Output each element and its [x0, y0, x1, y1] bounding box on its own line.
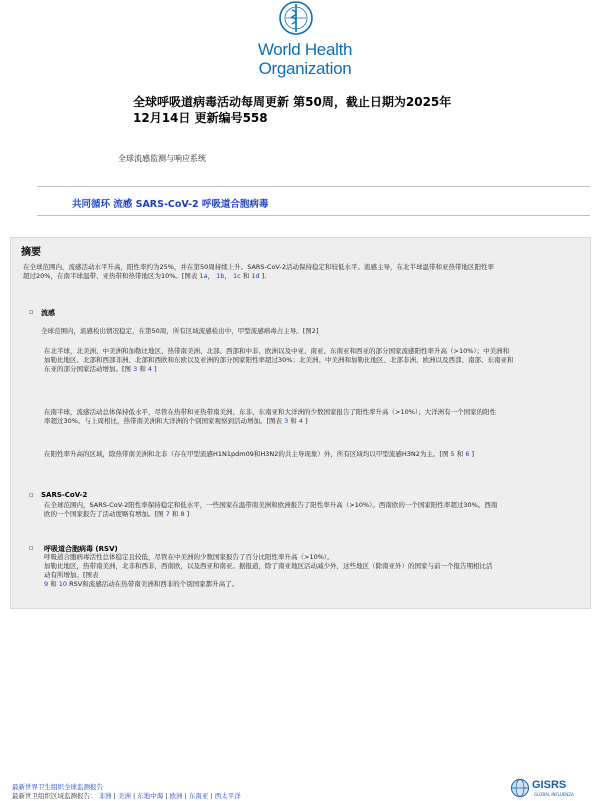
report-title	[133, 94, 493, 126]
bullet-icon: ▫	[29, 491, 34, 499]
figure-link-1c[interactable]: 1c	[233, 272, 241, 280]
who-name-line1: World Health	[257, 40, 353, 59]
region-link-wpro[interactable]: 西太平洋	[214, 792, 241, 800]
figure-link-7[interactable]: 7	[165, 510, 170, 518]
gisrs-name: GISRS	[532, 779, 567, 791]
region-link-africa[interactable]: 非洲	[98, 792, 112, 800]
figure-link-10[interactable]: 10	[58, 580, 68, 588]
flu-p2: 在北半球，北美洲、中美洲和加勒比地区、热带南美洲、北部、西部和中非、欧洲以及中亚、南亚、东南亚和西亚的部分国家流感阳性率升高（>10%）；中美洲和 加勒比地区、北部和西部非洲、北部和西欧和东欧以及亚洲的部分国家阳性率超过30%；北美洲、中美洲和加勒比地区、北部非洲、欧洲以及西部、南部、东南亚和 东亚的部分国家活动增加。[图 3 和 4 ]	[44, 347, 514, 373]
figure-link-5[interactable]: 5	[450, 450, 455, 458]
regional-reports: 最新世卫组织区域监测报告： 非洲 | 美洲 | 东地中海 | 欧洲 | 东南亚 | 西太平洋	[12, 792, 241, 800]
figure-link-1b[interactable]: 1b	[216, 272, 225, 280]
figure-link-1d[interactable]: 1d	[251, 272, 260, 280]
bullet-icon: ▫	[29, 308, 34, 316]
rsv-heading: 呼吸道合胞病毒 (RSV)	[44, 545, 118, 553]
bullet-icon: ▫	[29, 544, 34, 552]
summary-section	[10, 237, 591, 609]
figure-link-1a[interactable]: 1a	[199, 272, 208, 280]
region-link-europe[interactable]: 欧洲	[169, 792, 183, 800]
summary-intro-line1: 在全球范围内，流感活动水平升高，阳性率约为25%，并在第50周持续上升。SARS-CoV-2活动保持稳定和较低水平。流感主导，在北半球温带和亚热带地区阳性率	[23, 263, 494, 271]
report-title-line2: 12月14日 更新编号558	[133, 111, 268, 125]
flu-p4: 在阳性率升高的区域，除热带南美洲和北非（存在甲型流感H1N1pdm09和H3N2的共主导现象）外，所有区域均以甲型流感H3N2为主。[图 5 和 6 ]	[44, 450, 475, 458]
report-subtitle: 全球流感监测与响应系统	[118, 154, 206, 163]
region-link-emro[interactable]: 东地中海	[137, 792, 164, 800]
gisrs-logo	[510, 776, 590, 800]
footer	[12, 783, 241, 801]
rsv-text: 呼吸道合胞病毒活性总体稳定且较低，尽管在中美洲的少数国家报告了百分比阳性率升高（>10%）。 加勒比地区，热带南美洲，北非和西非，西南欧，以及西亚和南亚。据报道，除了南亚地区活动减少外，这些地区（除南亚外）的国家与前一个报告期相比活 动有所增加。[图表 9 和 10 RSV和流感活动在热带南美洲和西非的个别国家都升高了。	[44, 553, 493, 588]
figure-link-4[interactable]: 4	[147, 365, 153, 373]
globe-icon	[510, 778, 530, 798]
divider-bottom	[37, 215, 590, 216]
gisrs-subtitle: GLOBAL INFLUENZA	[534, 792, 574, 797]
flu-p3: 在南半球，流感活动总体保持低水平，尽管在热带和亚热带南美洲、东非、东南亚和大洋洲的少数国家报告了阳性率升高（>10%）；大洋洲有一个国家的阳性 率超过30%。与上周相比，热带南美洲和大洋洲的个别国家观察到活动增加。[图表 3 和 4 ]	[44, 408, 497, 425]
figure-link-4b[interactable]: 4	[298, 417, 303, 425]
figure-link-3[interactable]: 3	[133, 365, 138, 373]
virus-tabs[interactable]: 共同循环 流感 SARS-CoV-2 呼吸道合胞病毒	[72, 199, 269, 210]
who-logo	[250, 0, 360, 80]
who-emblem-icon	[278, 0, 314, 36]
figure-link-3b[interactable]: 3	[284, 417, 289, 425]
sars-heading: SARS-CoV-2	[41, 491, 88, 499]
flu-heading: 流感	[41, 309, 55, 317]
region-link-americas[interactable]: 美洲	[117, 792, 131, 800]
summary-intro	[23, 263, 583, 281]
region-link-searo[interactable]: 东南亚	[188, 792, 209, 800]
figure-link-9[interactable]: 9	[44, 580, 49, 588]
figure-link-8[interactable]: 8	[180, 510, 185, 518]
summary-heading: 摘要	[21, 247, 41, 258]
figure-link-6[interactable]: 6	[465, 450, 470, 458]
who-name-line2: Organization	[258, 59, 352, 78]
sars-text: 在全球范围内，SARS-CoV-2阳性率保持稳定和低水平，一些国家在温带南美洲和欧洲报告了阳性率升高（>10%）。西南欧的一个国家阳性率超过30%。西南 欧的一个国家报告了活动度略有增加。[图 7 和 8 ]	[44, 501, 498, 518]
divider-top	[37, 186, 590, 187]
report-title-line1: 全球呼吸道病毒活动每周更新 第50周，截止日期为2025年	[133, 95, 452, 109]
flu-p1: 全球范围内，流感检出情况稳定，在第50周，所有区域流感检出中，甲型流感病毒占主导。[图2]	[41, 327, 319, 335]
global-report-link[interactable]: 最新世界卫生组织全球监测报告	[12, 783, 103, 791]
summary-intro-line2: 超过20%，在南半球温带、亚热带和热带地区为10%。[图表 1a， 1b， 1c 和 1d ].	[23, 272, 267, 280]
